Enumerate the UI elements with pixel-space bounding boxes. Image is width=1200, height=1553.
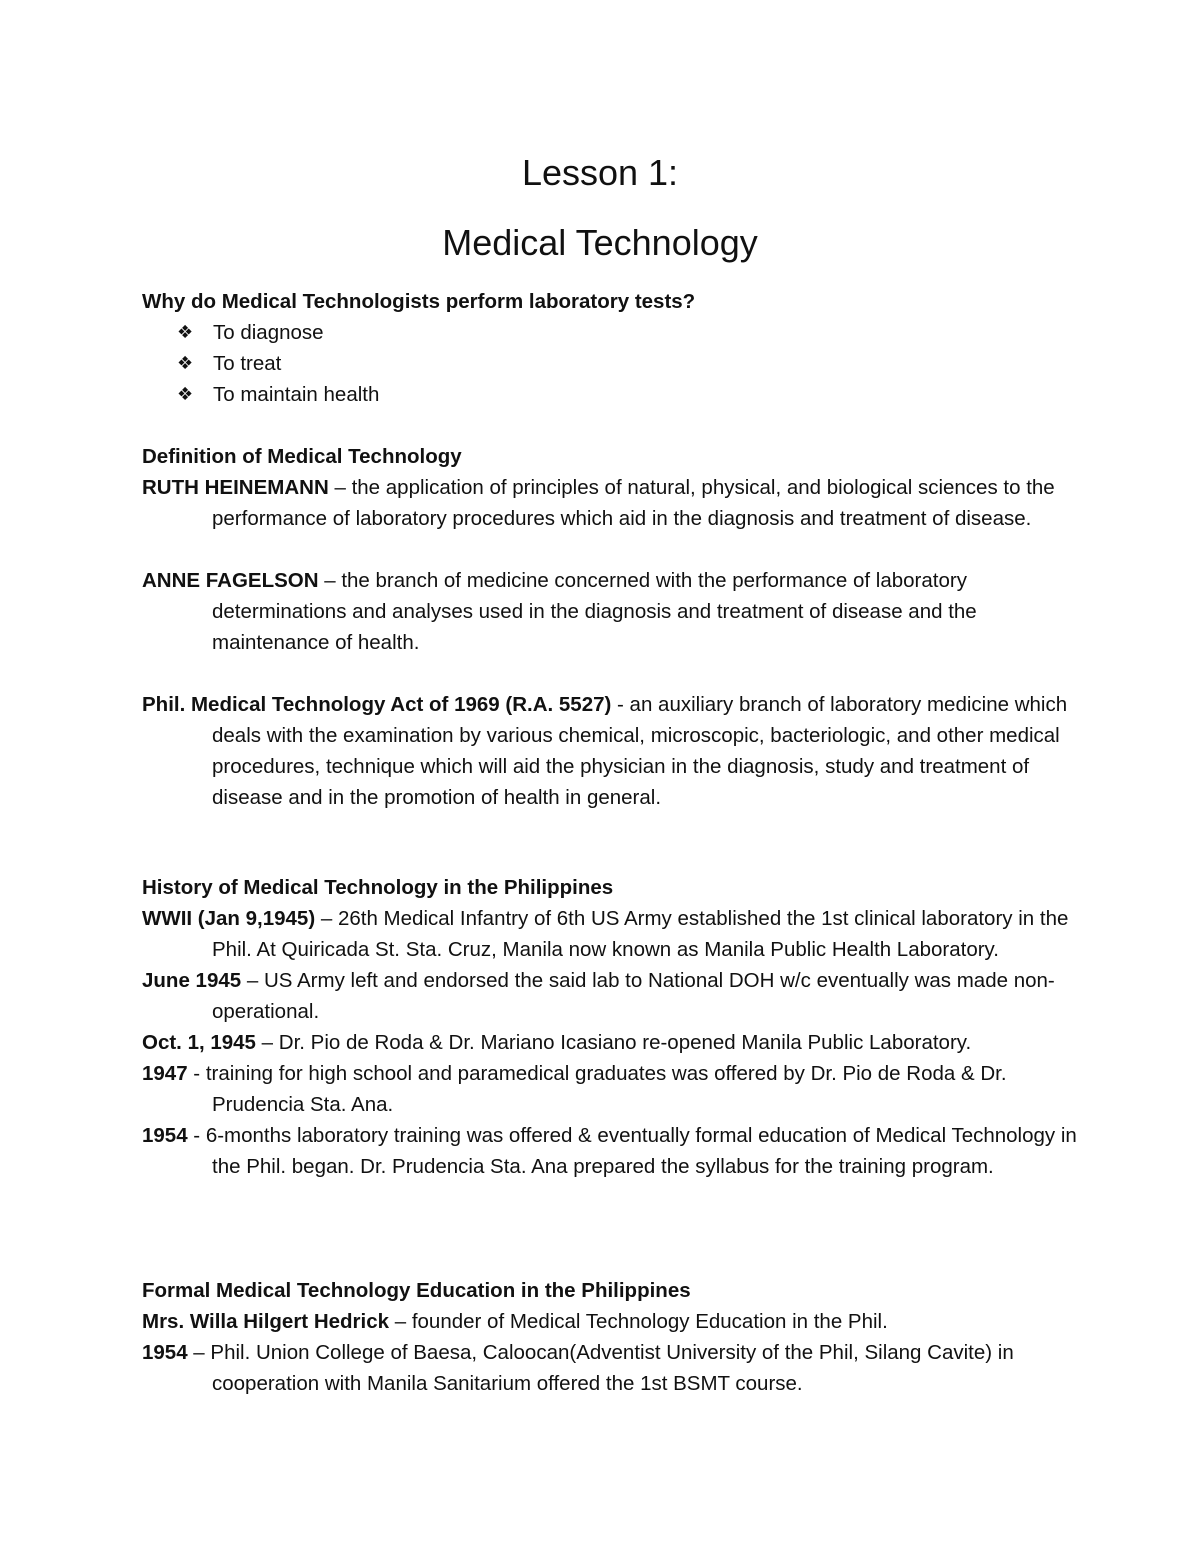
entry-term: ANNE FAGELSON [142, 569, 319, 592]
diamond-bullet-icon: ❖ [177, 322, 194, 342]
list-item [142, 348, 1082, 379]
history-section [142, 872, 1082, 1182]
history-entry [142, 1120, 1082, 1182]
formal-entry [142, 1306, 1082, 1337]
entry-term: Oct. 1, 1945 [142, 1031, 256, 1054]
entry-text: - an auxiliary branch of laboratory medicine which deals with the examination by various chemical, microscopic, bacteriologic, and other medical procedures, technique which will aid the physician in the diagnosis, study and treatment of disease and in the promotion of health in general. [212, 693, 1068, 809]
entry-text: - training for high school and paramedical graduates was offered by Dr. Pio de Roda & Dr. Prudencia Sta. Ana. [187, 1062, 1007, 1116]
definition-heading: Definition of Medical Technology [142, 445, 462, 468]
definition-section [142, 441, 1082, 813]
definition-entry [142, 472, 1082, 534]
lesson-number-title: Lesson 1: [521, 152, 679, 193]
entry-text: – 26th Medical Infantry of 6th US Army established the 1st clinical laboratory in the Phil. At Quiricada St. Sta. Cruz, Manila now known as Manila Public Health Laboratory. [212, 907, 1069, 961]
definition-entry [142, 565, 1082, 658]
entry-text: – founder of Medical Technology Education in the Phil. [389, 1310, 888, 1333]
formal-entry [142, 1337, 1082, 1399]
entry-text: – the application of principles of natural, physical, and biological sciences to the performance of laboratory procedures which aid in the diagnosis and treatment of disease. [212, 476, 1055, 530]
diamond-bullet-icon: ❖ [177, 353, 194, 373]
entry-term: WWII (Jan 9,1945) [142, 907, 316, 930]
entry-text: – the branch of medicine concerned with the performance of laboratory determinations and analyses used in the diagnosis and treatment of disease and the maintenance of health. [212, 569, 977, 654]
history-entry [142, 1058, 1082, 1120]
entry-term: Phil. Medical Technology Act of 1969 (R.A. 5527) [142, 693, 612, 716]
lesson-title: Medical Technology [442, 222, 758, 263]
entry-term: RUTH HEINEMANN [142, 476, 329, 499]
formal-education-heading: Formal Medical Technology Education in the Philippines [142, 1279, 691, 1302]
definition-entry [142, 689, 1082, 813]
entry-text: – US Army left and endorsed the said lab to National DOH w/c eventually was made non-operational. [212, 969, 1055, 1023]
history-entry [142, 1027, 1082, 1058]
paragraph-spacer [142, 534, 1082, 565]
why-section [142, 286, 1082, 410]
history-heading: History of Medical Technology in the Philippines [142, 876, 614, 899]
bullet-text: To maintain health [213, 383, 380, 406]
list-item [142, 379, 1082, 410]
list-item [142, 317, 1082, 348]
formal-education-section [142, 1275, 1082, 1399]
entry-term: 1954 [142, 1124, 188, 1147]
entry-term: June 1945 [142, 969, 242, 992]
diamond-bullet-icon: ❖ [177, 384, 194, 404]
bullet-text: To treat [213, 352, 282, 375]
entry-text: – Phil. Union College of Baesa, Caloocan(Adventist University of the Phil, Silang Cavite) in cooperation with Manila Sanitarium offered the 1st BSMT course. [187, 1341, 1014, 1395]
entry-term: 1954 [142, 1341, 188, 1364]
entry-text: - 6-months laboratory training was offered & eventually formal education of Medical Technology in the Phil. began. Dr. Prudencia Sta. Ana prepared the syllabus for the training program. [187, 1124, 1077, 1178]
why-bullet-list [142, 317, 1082, 410]
paragraph-spacer [142, 658, 1082, 689]
entry-term: 1947 [142, 1062, 188, 1085]
bullet-text: To diagnose [213, 321, 324, 344]
history-entry [142, 903, 1082, 965]
why-question: Why do Medical Technologists perform laboratory tests? [142, 290, 696, 313]
entry-text: – Dr. Pio de Roda & Dr. Mariano Icasiano re-opened Manila Public Laboratory. [255, 1031, 972, 1054]
history-entry [142, 965, 1082, 1027]
entry-term: Mrs. Willa Hilgert Hedrick [142, 1310, 390, 1333]
